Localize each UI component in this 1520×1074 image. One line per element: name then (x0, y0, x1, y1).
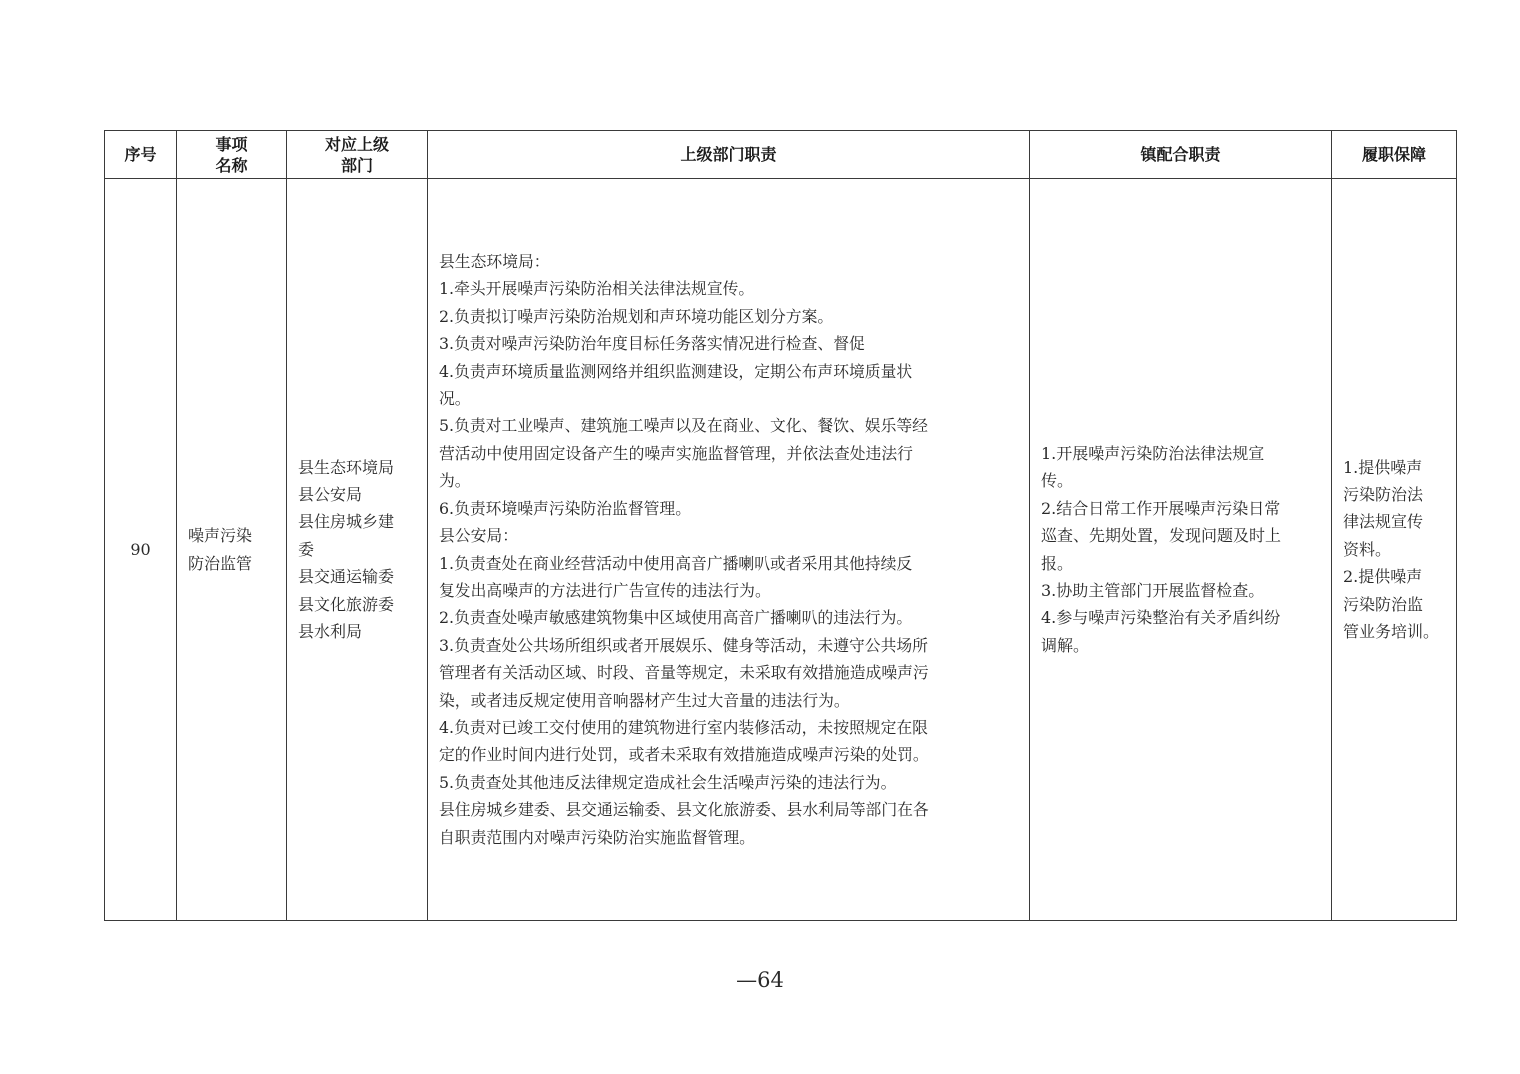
page-number: —64 (736, 968, 784, 992)
upper-duties-line: 4.负责对已竣工交付使用的建筑物进行室内装修活动，未按照规定在限 (439, 717, 928, 737)
guarantee-line: 1.提供噪声 (1343, 457, 1423, 477)
town-duties-line: 4.参与噪声污染整治有关矛盾纠纷 (1041, 608, 1281, 628)
header-guarantee-label: 履职保障 (1361, 145, 1426, 164)
row-upper-duties-cell (428, 179, 1030, 921)
header-item-name-line: 名称 (215, 155, 248, 175)
header-upper-dept (287, 131, 428, 179)
header-upper-duties-label: 上级部门职责 (680, 145, 777, 164)
town-duties-line: 巡查、先期处置，发现问题及时上 (1041, 526, 1282, 546)
row-seq: 90 (130, 539, 151, 559)
guarantee-line: 资料。 (1343, 539, 1392, 559)
upper-duties-line: 3.负责对噪声污染防治年度目标任务落实情况进行检查、督促 (439, 334, 865, 354)
guarantee-line: 律法规宣传 (1343, 512, 1424, 532)
item-name-line: 防治监管 (188, 553, 253, 573)
town-duties-line: 调解。 (1041, 635, 1090, 655)
header-town-duties-label: 镇配合职责 (1140, 145, 1221, 164)
guarantee-line: 污染防治法 (1343, 484, 1424, 504)
header-seq (105, 131, 177, 179)
upper-duties-line: 为。 (439, 471, 471, 491)
town-duties-line: 3.协助主管部门开展监督检查。 (1041, 580, 1265, 600)
header-upper-duties (428, 131, 1030, 179)
duty-table (104, 130, 1457, 921)
item-name-line: 噪声污染 (188, 526, 253, 546)
town-duties-line: 2.结合日常工作开展噪声污染日常 (1041, 498, 1281, 518)
upper-dept-line: 县水利局 (298, 622, 363, 642)
upper-dept-line: 委 (298, 539, 315, 559)
guarantee-line: 2.提供噪声 (1343, 567, 1423, 587)
upper-dept-line: 县住房城乡建 (298, 512, 395, 532)
upper-dept-line: 县文化旅游委 (298, 594, 395, 614)
guarantee-line: 管业务培训。 (1343, 622, 1440, 642)
header-item-name-line: 事项 (215, 134, 248, 154)
header-row (105, 131, 1457, 179)
upper-dept-line: 县公安局 (298, 484, 363, 504)
header-upper-dept-line: 部门 (340, 155, 373, 175)
upper-duties-line: 5.负责对工业噪声、建筑施工噪声以及在商业、文化、餐饮、娱乐等经 (439, 416, 928, 436)
row-town-duties-cell (1030, 179, 1332, 921)
upper-dept-line: 县交通运输委 (298, 567, 395, 587)
upper-duties-line: 5.负责查处其他违反法律规定造成社会生活噪声污染的违法行为。 (439, 772, 897, 792)
upper-duties-line: 定的作业时间内进行处罚，或者未采取有效措施造成噪声污染的处罚。 (439, 745, 929, 765)
header-town-duties (1030, 131, 1332, 179)
upper-duties-line: 染，或者违反规定使用音响器材产生过大音量的违法行为。 (439, 690, 850, 710)
upper-duties-line: 2.负责拟订噪声污染防治规划和声环境功能区划分方案。 (439, 306, 834, 326)
upper-duties-line: 4.负责声环境质量监测网络并组织监测建设，定期公布声环境质量状 (439, 361, 913, 381)
upper-dept-line: 县生态环境局 (298, 457, 395, 477)
row-item-name-cell (177, 179, 287, 921)
upper-duties-line: 营活动中使用固定设备产生的噪声实施监督管理，并依法查处违法行 (439, 443, 913, 463)
town-duties-line: 报。 (1041, 553, 1074, 573)
upper-duties-line: 6.负责环境噪声污染防治监督管理。 (439, 498, 692, 518)
upper-duties-line: 3.负责查处公共场所组织或者开展娱乐、健身等活动，未遵守公共场所 (439, 635, 928, 655)
upper-duties-line: 管理者有关活动区域、时段、音量等规定，未采取有效措施造成噪声污 (439, 663, 929, 683)
row-seq-cell (105, 179, 177, 921)
row-guarantee-cell (1332, 179, 1457, 921)
upper-duties-line: 1.牵头开展噪声污染防治相关法律法规宣传。 (439, 279, 755, 299)
guarantee-line: 污染防治监 (1343, 594, 1424, 614)
header-item-name (177, 131, 287, 179)
header-guarantee (1332, 131, 1457, 179)
row-upper-dept-cell (287, 179, 428, 921)
upper-duties-line: 县住房城乡建委、县交通运输委、县文化旅游委、县水利局等部门在各 (439, 800, 929, 820)
header-seq-label: 序号 (124, 145, 157, 164)
upper-duties-line: 县公安局： (439, 526, 518, 546)
town-duties-line: 传。 (1041, 471, 1074, 491)
upper-duties-line: 县生态环境局： (439, 252, 550, 272)
upper-duties-line: 况。 (439, 389, 471, 409)
table-row (105, 179, 1457, 921)
upper-duties-line: 2.负责查处噪声敏感建筑物集中区域使用高音广播喇叭的违法行为。 (439, 608, 913, 628)
upper-duties-line: 复发出高噪声的方法进行广告宣传的违法行为。 (439, 580, 771, 600)
town-duties-line: 1.开展噪声污染防治法律法规宣 (1041, 443, 1265, 463)
header-upper-dept-line: 对应上级 (324, 134, 389, 154)
upper-duties-line: 1.负责查处在商业经营活动中使用高音广播喇叭或者采用其他持续反 (439, 553, 913, 573)
upper-duties-line: 自职责范围内对噪声污染防治实施监督管理。 (439, 827, 755, 847)
